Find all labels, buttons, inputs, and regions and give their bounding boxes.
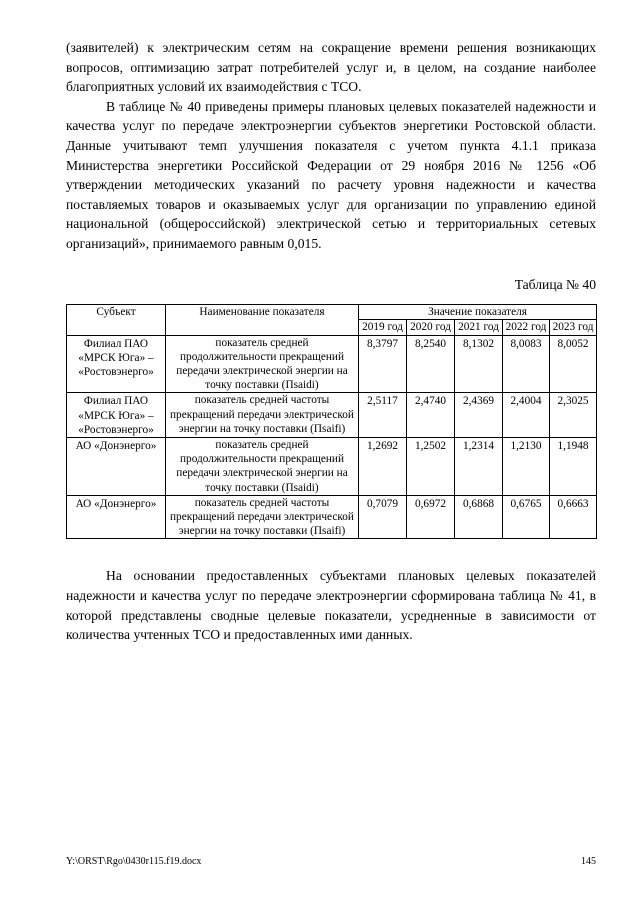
value-cell: 0,6765	[503, 495, 550, 539]
value-cell: 2,4004	[503, 393, 550, 438]
value-cell: 8,0083	[503, 335, 550, 393]
indicator-cell: показатель средней продолжительности прекращений передачи электрической энергии на точку поставки (Пsaidi)	[166, 335, 359, 393]
value-cell: 8,3797	[359, 335, 407, 393]
indicator-cell: показатель средней частоты прекращений передачи электрической энергии на точку поставки (Пsaifi)	[166, 393, 359, 438]
page-footer	[66, 856, 596, 868]
value-cell: 2,3025	[550, 393, 597, 438]
value-cell: 1,2692	[359, 437, 407, 495]
header-year: 2022 год	[503, 320, 550, 335]
header-year: 2019 год	[359, 320, 407, 335]
value-cell: 0,6868	[455, 495, 503, 539]
subject-cell: Филиал ПАО «МРСК Юга» – «Ростовэнерго»	[67, 393, 166, 438]
indicator-cell: показатель средней частоты прекращений передачи электрической энергии на точку поставки (Пsaifi)	[166, 495, 359, 539]
value-cell: 0,7079	[359, 495, 407, 539]
table-row	[67, 393, 597, 438]
paragraph-table-description: В таблице № 40 приведены примеры плановых целевых показателей надежности и качества услуг по передаче электроэнергии субъектов энергетики Ростовской области. Данные учитывают темп улучшения показателя с учетом пункта 4.1.1 приказа Министерства энергетики Российской Федерации от 29 ноября 2016 № 1256 «Об утверждении методических указаний по расчету уровня надежности и качества поставляемых товаров и оказываемых услуг для организации по управлению единой национальной (общероссийской) электрической сетью и территориальных сетевых организаций», принимаемого равным 0,015.	[66, 98, 596, 251]
value-cell: 1,2314	[455, 437, 503, 495]
table-row	[67, 335, 597, 393]
value-cell: 1,2502	[407, 437, 455, 495]
subject-cell: АО «Донэнерго»	[67, 437, 166, 495]
paragraph-intro: (заявителей) к электрическим сетям на сокращение времени решения возникающих вопросов, оптимизацию затрат потребителей услуг и, в целом, на создание наиболее благоприятных условий их взаимодействия с ТСО.	[66, 40, 596, 95]
page-number: 145	[581, 856, 596, 867]
header-year: 2020 год	[407, 320, 455, 335]
value-cell: 2,4740	[407, 393, 455, 438]
header-subject: Субъект	[67, 305, 166, 335]
value-cell: 2,4369	[455, 393, 503, 438]
value-cell: 2,5117	[359, 393, 407, 438]
value-cell: 8,2540	[407, 335, 455, 393]
indicators-table	[66, 304, 597, 539]
value-cell: 1,1948	[550, 437, 597, 495]
header-indicator: Наименование показателя	[166, 305, 359, 335]
value-cell: 0,6663	[550, 495, 597, 539]
paragraph-summary: На основании предоставленных субъектами плановых целевых показателей надежности и качества услуг по передаче электроэнергии сформирована таблица № 41, в которой представлены сводные целевые показатели, усредненные в зависимости от количества учтенных ТСО и предоставленных ими данных.	[66, 568, 596, 643]
header-value-group: Значение показателя	[359, 305, 597, 320]
indicator-cell: показатель средней продолжительности прекращений передачи электрической энергии на точку поставки (Пsaidi)	[166, 437, 359, 495]
table-caption: Таблица № 40	[514, 276, 596, 292]
table-row	[67, 437, 597, 495]
header-year: 2021 год	[455, 320, 503, 335]
document-page	[66, 38, 596, 645]
value-cell: 0,6972	[407, 495, 455, 539]
header-year: 2023 год	[550, 320, 597, 335]
table-row	[67, 495, 597, 539]
subject-cell: АО «Донэнерго»	[67, 495, 166, 539]
value-cell: 1,2130	[503, 437, 550, 495]
value-cell: 8,0052	[550, 335, 597, 393]
file-path: Y:\ORST\Rgo\0430r115.f19.docx	[66, 856, 202, 867]
subject-cell: Филиал ПАО «МРСК Юга» – «Ростовэнерго»	[67, 335, 166, 393]
value-cell: 8,1302	[455, 335, 503, 393]
